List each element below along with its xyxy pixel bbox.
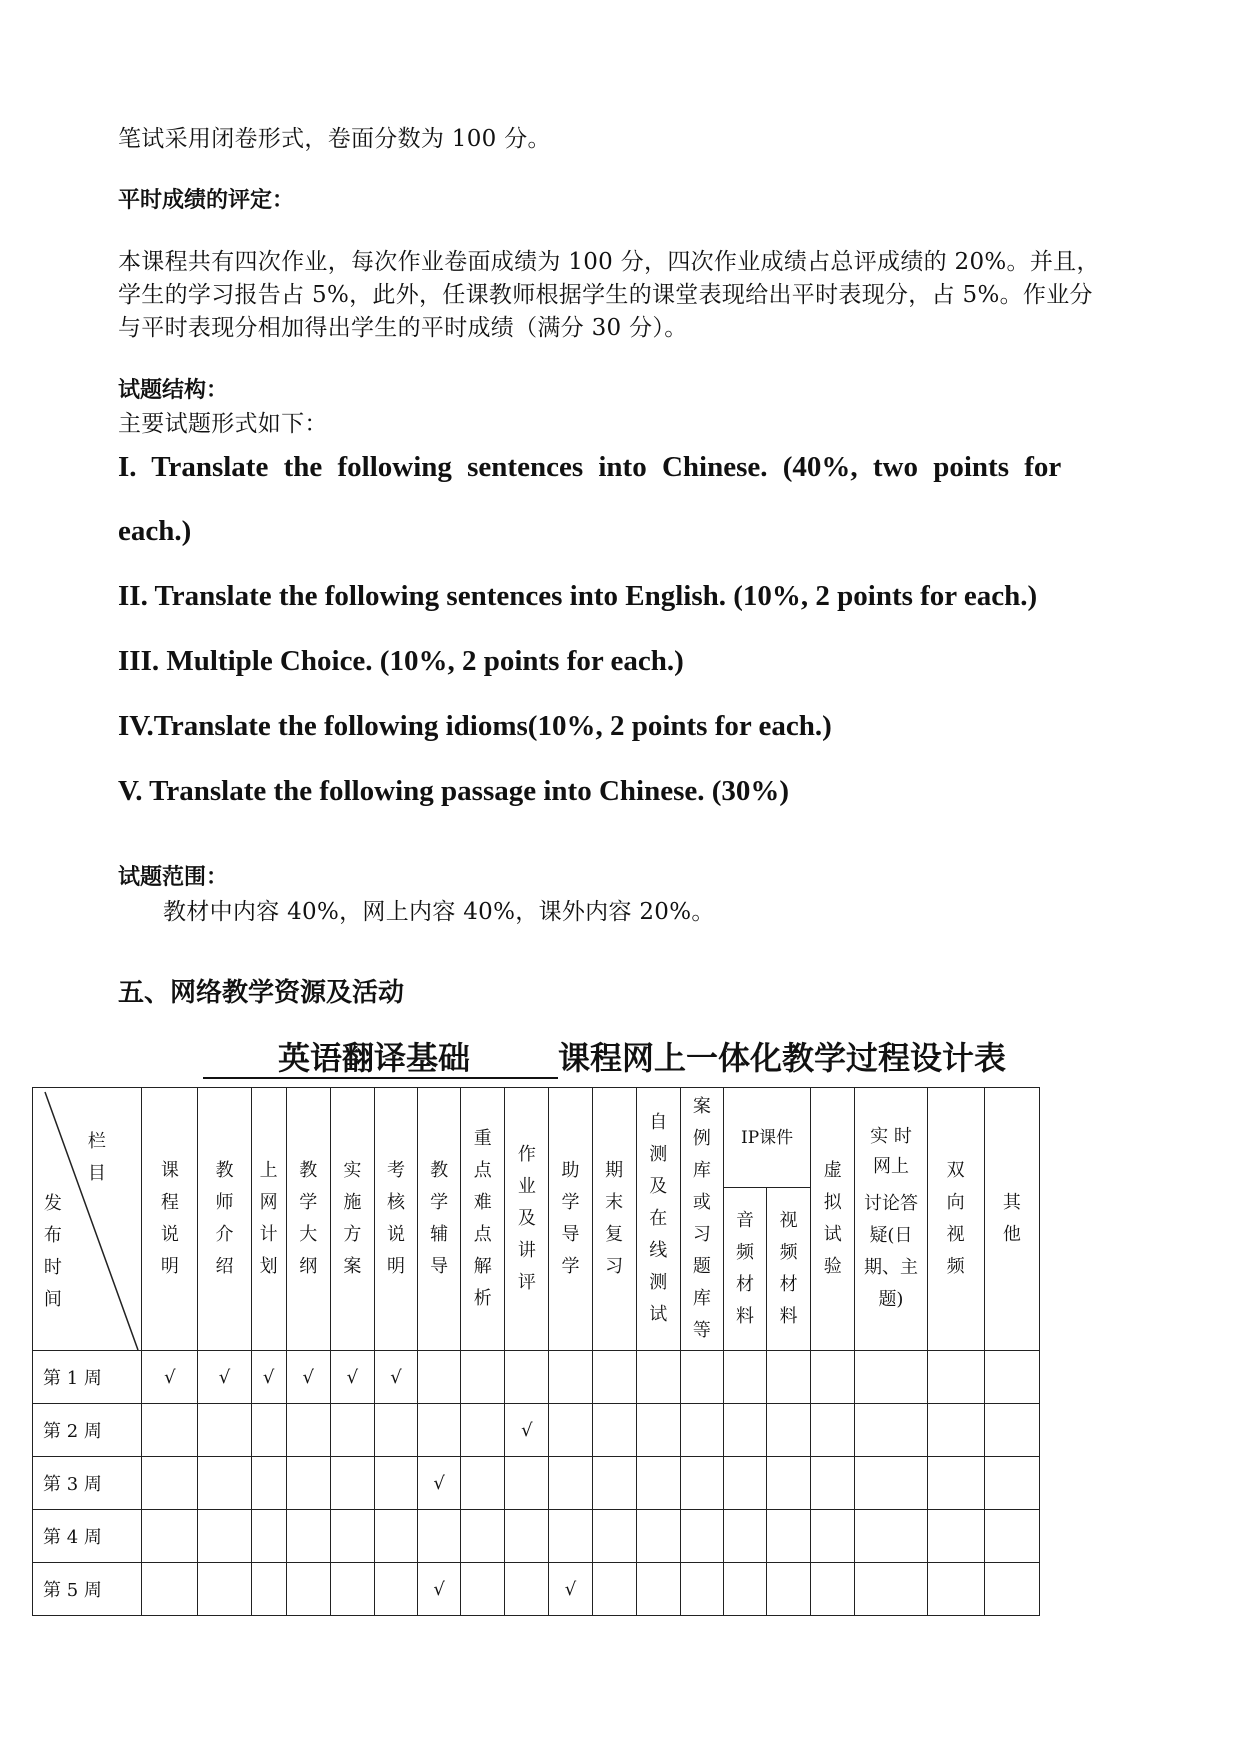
table-cell	[418, 1351, 461, 1404]
col-header-2: 上网计划	[251, 1088, 286, 1351]
corner-bottom-label: 发布时间	[43, 1193, 62, 1310]
table-cell	[984, 1510, 1039, 1563]
week-label: 第 2 周	[33, 1404, 142, 1457]
daily-grade-line-2: 学生的学习报告占 5%，此外，任课教师根据学生的课堂表现给出平时表现分，占 5%。作业分	[118, 282, 1093, 308]
col-header-12: 案例库或习题库等	[680, 1088, 723, 1351]
table-cell	[592, 1563, 636, 1616]
table-cell	[855, 1563, 927, 1616]
table-cell	[251, 1351, 286, 1404]
table-cell	[680, 1351, 723, 1404]
table-cell	[461, 1457, 505, 1510]
table-cell	[984, 1563, 1039, 1616]
table-cell	[549, 1404, 592, 1457]
title-blank-left	[203, 1043, 278, 1079]
table-cell	[251, 1563, 286, 1616]
table-cell	[855, 1510, 927, 1563]
table-cell	[811, 1351, 855, 1404]
table-cell	[198, 1351, 251, 1404]
title-blank-right	[470, 1043, 558, 1079]
daily-grade-line-3: 与平时表现分相加得出学生的平时成绩（满分 30 分）。	[118, 315, 688, 341]
table-cell	[142, 1457, 198, 1510]
table-cell	[680, 1510, 723, 1563]
course-name: 英语翻译基础	[278, 1039, 471, 1077]
table-cell	[636, 1510, 680, 1563]
table-cell	[549, 1563, 592, 1616]
table-cell	[418, 1457, 461, 1510]
table-cell	[680, 1404, 723, 1457]
table-cell	[927, 1510, 984, 1563]
col-header-audio: 音频材料	[723, 1188, 766, 1351]
table-title	[203, 1033, 1006, 1079]
table-cell	[374, 1404, 417, 1457]
col-header-realtime	[855, 1088, 927, 1351]
table-cell	[592, 1510, 636, 1563]
table-cell	[811, 1510, 855, 1563]
question-5: V. Translate the following passage into Chinese. (30%)	[118, 775, 790, 807]
table-row	[33, 1404, 1040, 1457]
col-header-7: 重点难点解析	[461, 1088, 505, 1351]
table-cell	[142, 1404, 198, 1457]
table-cell	[461, 1510, 505, 1563]
table-cell	[984, 1351, 1039, 1404]
table-cell	[505, 1510, 549, 1563]
table-row	[33, 1563, 1040, 1616]
daily-grade-line-1: 本课程共有四次作业，每次作业卷面成绩为 100 分，四次作业成绩占总评成绩的 20%。并且，	[118, 249, 1100, 275]
table-cell	[505, 1457, 549, 1510]
table-cell	[251, 1510, 286, 1563]
table-cell	[142, 1351, 198, 1404]
realtime-bottom-label: 讨论答疑(日期、主题)	[863, 1193, 918, 1310]
table-cell	[418, 1404, 461, 1457]
table-cell	[286, 1351, 330, 1404]
table-cell	[592, 1351, 636, 1404]
table-cell	[142, 1510, 198, 1563]
corner-top-label: 栏目	[87, 1131, 106, 1184]
table-row	[33, 1510, 1040, 1563]
question-2: II. Translate the following sentences into English. (10%, 2 points for each.)	[118, 580, 1038, 612]
exam-form-text: 笔试采用闭卷形式，卷面分数为 100 分。	[118, 126, 551, 152]
col-header-11: 自测及在线测试	[636, 1088, 680, 1351]
question-1-line-2: each.)	[118, 515, 192, 547]
table-cell	[723, 1563, 766, 1616]
structure-subtext: 主要试题形式如下：	[118, 411, 328, 437]
table-cell	[198, 1510, 251, 1563]
table-cell	[767, 1404, 811, 1457]
table-cell	[461, 1404, 505, 1457]
col-header-twoway: 双向视频	[927, 1088, 984, 1351]
check-mark: √	[262, 1366, 275, 1388]
check-mark: √	[564, 1578, 577, 1600]
check-mark: √	[433, 1472, 445, 1494]
col-header-3: 教学大纲	[286, 1088, 330, 1351]
table-cell	[549, 1510, 592, 1563]
check-mark: √	[433, 1578, 445, 1600]
table-cell	[723, 1510, 766, 1563]
teaching-design-table	[32, 1087, 1040, 1616]
check-mark: √	[164, 1366, 176, 1388]
table-cell	[286, 1510, 330, 1563]
table-cell	[984, 1457, 1039, 1510]
table-cell	[723, 1457, 766, 1510]
scope-heading: 试题范围：	[118, 865, 229, 890]
check-mark: √	[521, 1419, 533, 1441]
question-3: III. Multiple Choice. (10%, 2 points for each.)	[118, 645, 684, 677]
week-label: 第 4 周	[33, 1510, 142, 1563]
table-cell	[592, 1457, 636, 1510]
col-header-other: 其他	[984, 1088, 1039, 1351]
col-header-0: 课程说明	[142, 1088, 198, 1351]
table-cell	[286, 1457, 330, 1510]
table-cell	[767, 1563, 811, 1616]
table-cell	[767, 1457, 811, 1510]
col-header-10: 期末复习	[592, 1088, 636, 1351]
table-cell	[723, 1351, 766, 1404]
col-header-6: 教学辅导	[418, 1088, 461, 1351]
title-suffix: 课程网上一体化教学过程设计表	[558, 1039, 1007, 1077]
table-cell	[251, 1457, 286, 1510]
corner-header-cell	[33, 1088, 142, 1351]
table-row	[33, 1351, 1040, 1404]
table-cell	[198, 1404, 251, 1457]
table-cell	[330, 1404, 374, 1457]
week-label: 第 3 周	[33, 1457, 142, 1510]
check-mark: √	[218, 1366, 231, 1388]
table-cell	[549, 1351, 592, 1404]
week-label: 第 5 周	[33, 1563, 142, 1616]
table-cell	[418, 1510, 461, 1563]
table-cell	[927, 1457, 984, 1510]
table-cell	[927, 1351, 984, 1404]
table-cell	[767, 1510, 811, 1563]
ip-courseware-header: IP课件	[723, 1088, 810, 1188]
check-mark: √	[346, 1366, 359, 1388]
table-cell	[330, 1510, 374, 1563]
table-cell	[418, 1563, 461, 1616]
table-cell	[636, 1563, 680, 1616]
table-cell	[374, 1510, 417, 1563]
table-cell	[374, 1457, 417, 1510]
table-cell	[198, 1457, 251, 1510]
table-cell	[505, 1404, 549, 1457]
check-mark: √	[302, 1366, 315, 1388]
table-cell	[680, 1457, 723, 1510]
table-cell	[855, 1404, 927, 1457]
table-cell	[927, 1404, 984, 1457]
table-cell	[811, 1457, 855, 1510]
table-cell	[855, 1351, 927, 1404]
scope-text: 教材中内容 40%，网上内容 40%，课外内容 20%。	[163, 899, 715, 925]
table-cell	[855, 1457, 927, 1510]
table-cell	[142, 1563, 198, 1616]
col-header-8: 作业及讲评	[505, 1088, 549, 1351]
table-cell	[330, 1457, 374, 1510]
col-header-4: 实施方案	[330, 1088, 374, 1351]
table-cell	[198, 1563, 251, 1616]
col-header-5: 考核说明	[374, 1088, 417, 1351]
check-mark: √	[390, 1366, 402, 1388]
section-5-heading: 五、网络教学资源及活动	[118, 978, 405, 1008]
structure-heading: 试题结构：	[118, 378, 229, 403]
table-cell	[680, 1563, 723, 1616]
daily-grade-heading: 平时成绩的评定：	[118, 188, 295, 213]
table-row	[33, 1457, 1040, 1510]
table-cell	[723, 1404, 766, 1457]
table-cell	[767, 1351, 811, 1404]
table-cell	[286, 1404, 330, 1457]
question-1-line-1: I. Translate the following sentences into Chinese. (40%, two points for	[118, 451, 1062, 483]
table-cell	[927, 1563, 984, 1616]
table-cell	[811, 1404, 855, 1457]
table-cell	[374, 1563, 417, 1616]
col-header-video: 视频材料	[767, 1188, 811, 1351]
table-cell	[636, 1351, 680, 1404]
table-cell	[251, 1404, 286, 1457]
table-cell	[330, 1563, 374, 1616]
table-cell	[505, 1351, 549, 1404]
table-cell	[330, 1351, 374, 1404]
question-4: IV.Translate the following idioms(10%, 2 points for each.)	[118, 710, 832, 742]
table-cell	[286, 1563, 330, 1616]
table-cell	[461, 1351, 505, 1404]
realtime-top-label: 实 时网上	[870, 1126, 912, 1177]
table-cell	[811, 1563, 855, 1616]
col-header-1: 教师介绍	[198, 1088, 251, 1351]
col-header-9: 助学导学	[549, 1088, 592, 1351]
table-cell	[549, 1457, 592, 1510]
col-header-virtual: 虚拟试验	[811, 1088, 855, 1351]
table-cell	[505, 1563, 549, 1616]
table-cell	[636, 1457, 680, 1510]
table-cell	[461, 1563, 505, 1616]
week-label: 第 1 周	[33, 1351, 142, 1404]
table-cell	[374, 1351, 417, 1404]
table-cell	[636, 1404, 680, 1457]
table-cell	[984, 1404, 1039, 1457]
table-cell	[592, 1404, 636, 1457]
